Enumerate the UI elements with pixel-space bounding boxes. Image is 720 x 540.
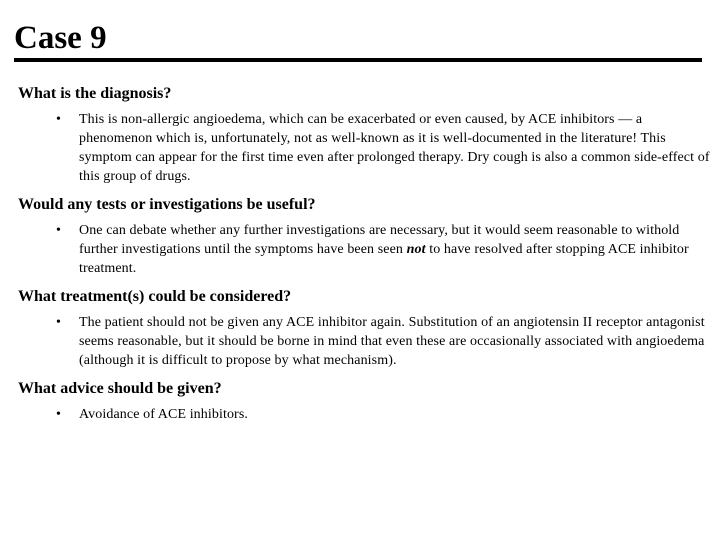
section-treatment [18,287,718,370]
answer-list [18,221,718,278]
answer-text [79,223,689,276]
bullet-icon: • [56,112,62,127]
answer-item [18,221,718,278]
answer-item [18,110,718,186]
bullet-icon: • [56,223,62,238]
answer-emphasis: not [406,242,426,257]
section-diagnosis [18,84,718,186]
question-heading: Would any tests or investigations be useful? [18,196,316,213]
answer-text-end: to have resolved after stopping ACE inhibitor treatment. [79,242,689,276]
answer-list [18,405,718,424]
answer-item [18,313,718,370]
answer-list [18,313,718,370]
answer-text: The patient should not be given any ACE inhibitor again. Substitution of an angiotensin II receptor antagonist seems reasonable, but it should be borne in mind that even these are occasionally associated with angioedema (although it is difficult to propose by what mechanism). [79,315,705,368]
question-heading: What is the diagnosis? [18,85,172,102]
question-heading: What treatment(s) could be considered? [18,288,292,305]
slide-title: Case 9 [14,20,107,56]
answer-list [18,110,718,186]
section-advice [18,379,718,424]
answer-item [18,405,718,424]
answer-text-start: One can debate whether any further investigations are necessary, but it would seem reasonable to withold further investigations until the symptoms have been seen [79,223,680,257]
slide-content [18,84,718,433]
bullet-icon: • [56,407,62,422]
bullet-icon: • [56,315,62,330]
section-investigations [18,195,718,278]
answer-text: Avoidance of ACE inhibitors. [79,407,248,422]
title-divider [14,58,702,62]
answer-text: This is non-allergic angioedema, which can be exacerbated or even caused, by ACE inhibitors — a phenomenon which is, unfortunately, not as well-known as it is well-documented in the literature! This symptom can appear for the first time even after prolonged therapy. Dry cough is also a common side-effect of this group of drugs. [79,112,710,184]
question-heading: What advice should be given? [18,380,222,397]
